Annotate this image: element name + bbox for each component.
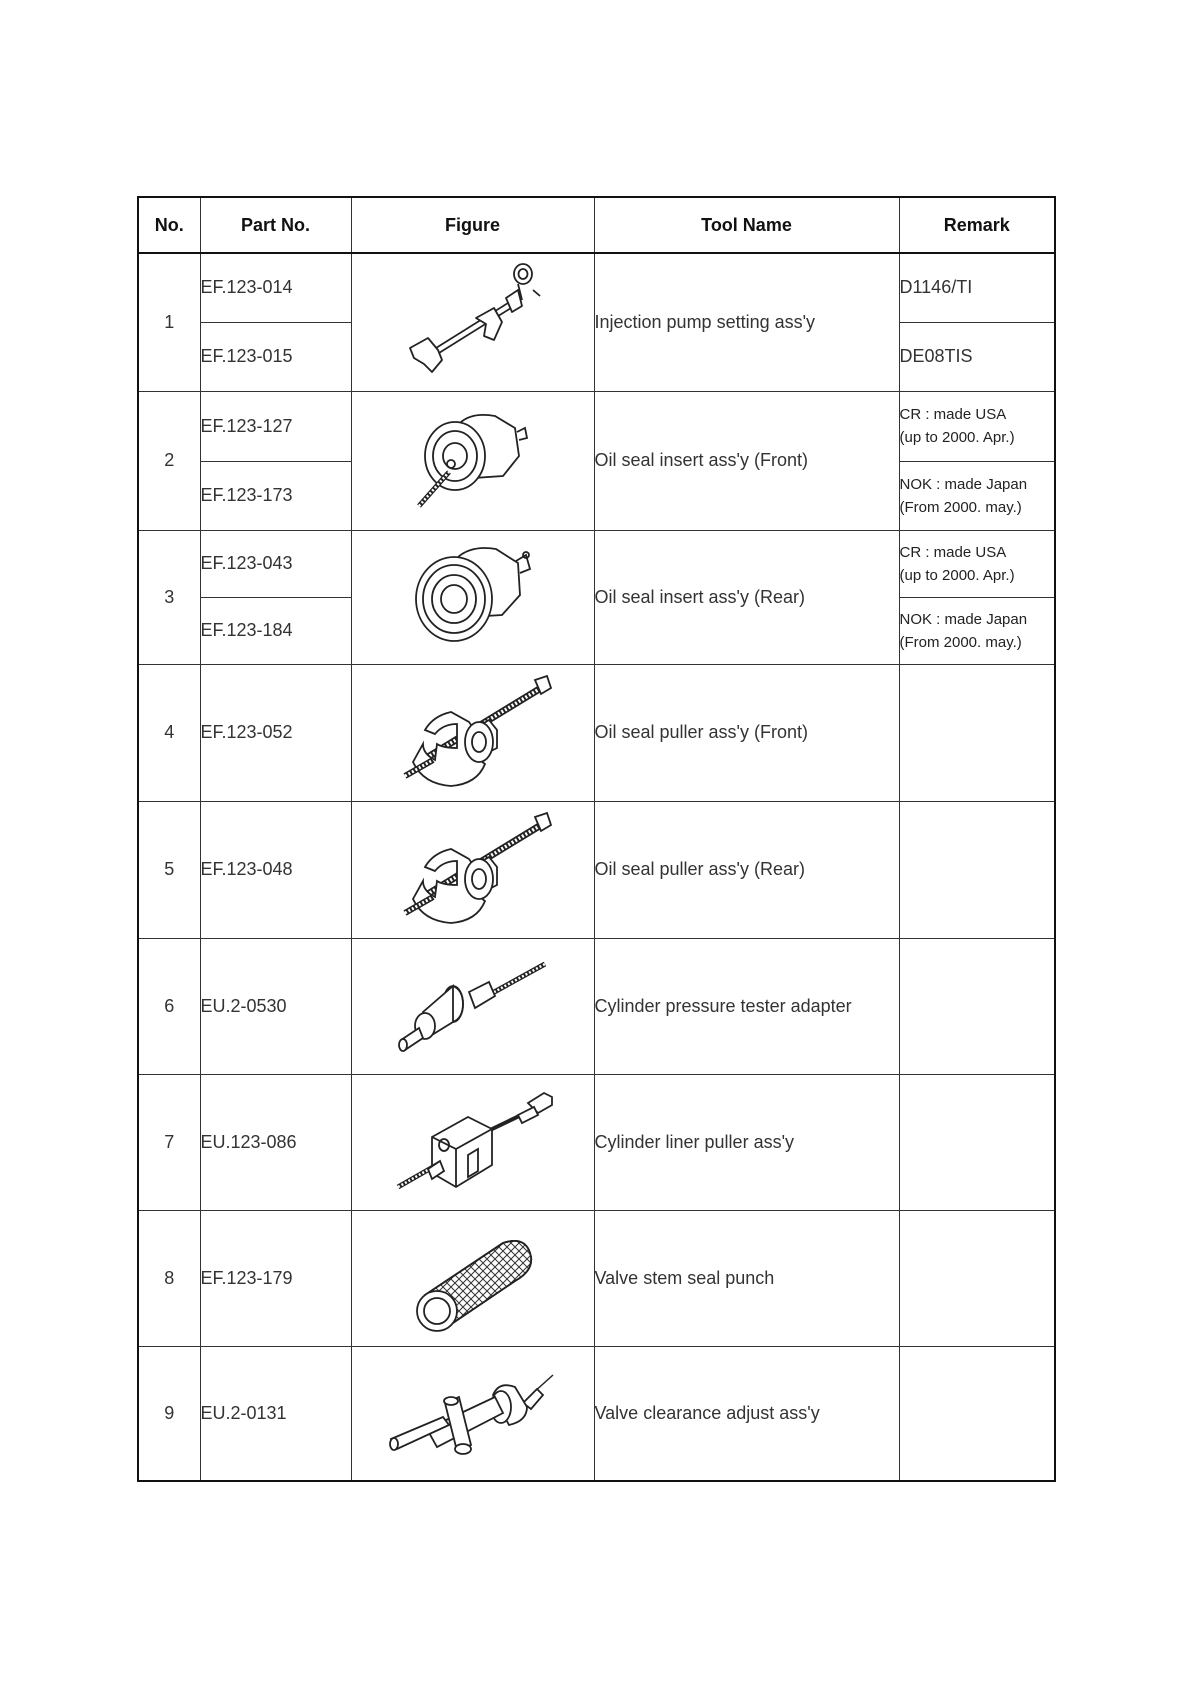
oil-seal-insert-rear-icon xyxy=(408,541,538,653)
part-number: EU.2-0530 xyxy=(200,938,351,1074)
table-row xyxy=(138,1210,1055,1346)
injection-pump-setting-tool-icon xyxy=(398,260,548,385)
tool-name: Injection pump setting ass'y xyxy=(594,253,899,391)
valve-clearance-adjust-icon xyxy=(383,1363,563,1463)
header-row xyxy=(138,197,1055,253)
remark xyxy=(899,530,1055,597)
header-figure: Figure xyxy=(351,197,594,253)
valve-stem-seal-punch-icon xyxy=(403,1223,543,1333)
part-number: EF.123-052 xyxy=(200,664,351,801)
row-number: 6 xyxy=(138,938,200,1074)
remark xyxy=(899,801,1055,938)
table-row xyxy=(138,253,1055,322)
figure-cell xyxy=(351,1074,594,1210)
figure-cell xyxy=(351,938,594,1074)
pressure-tester-adapter-icon xyxy=(393,956,553,1056)
row-number: 1 xyxy=(138,253,200,391)
header-remark: Remark xyxy=(899,197,1055,253)
table-row xyxy=(138,391,1055,461)
figure-cell xyxy=(351,801,594,938)
header-no: No. xyxy=(138,197,200,253)
row-number: 3 xyxy=(138,530,200,664)
part-number: EF.123-043 xyxy=(200,530,351,597)
row-number: 7 xyxy=(138,1074,200,1210)
row-number: 8 xyxy=(138,1210,200,1346)
tool-name: Oil seal puller ass'y (Rear) xyxy=(594,801,899,938)
part-number: EF.123-184 xyxy=(200,597,351,664)
figure-cell xyxy=(351,391,594,530)
figure-cell xyxy=(351,253,594,391)
remark xyxy=(899,1210,1055,1346)
part-number: EF.123-014 xyxy=(200,253,351,322)
oil-seal-puller-icon xyxy=(393,672,553,794)
part-number: EF.123-015 xyxy=(200,322,351,391)
tool-name: Oil seal puller ass'y (Front) xyxy=(594,664,899,801)
tool-name: Cylinder liner puller ass'y xyxy=(594,1074,899,1210)
part-number: EU.123-086 xyxy=(200,1074,351,1210)
figure-cell xyxy=(351,664,594,801)
remark-line: NOK : made Japan xyxy=(899,475,1028,493)
part-number: EF.123-048 xyxy=(200,801,351,938)
oil-seal-puller-icon xyxy=(393,809,553,931)
table-row xyxy=(138,938,1055,1074)
remark xyxy=(899,597,1055,664)
oil-seal-insert-front-icon xyxy=(413,406,533,516)
header-part-no: Part No. xyxy=(200,197,351,253)
table-row xyxy=(138,664,1055,801)
table-row xyxy=(138,1074,1055,1210)
remark xyxy=(899,938,1055,1074)
table-row xyxy=(138,801,1055,938)
remark xyxy=(899,664,1055,801)
remark xyxy=(899,1074,1055,1210)
remark xyxy=(899,1346,1055,1481)
remark-line: CR : made USA xyxy=(899,543,1007,561)
special-tools-table xyxy=(137,196,1056,1482)
figure-cell xyxy=(351,1346,594,1481)
part-number: EU.2-0131 xyxy=(200,1346,351,1481)
header-tool-name: Tool Name xyxy=(594,197,899,253)
remark-line: NOK : made Japan xyxy=(899,610,1028,628)
figure-cell xyxy=(351,1210,594,1346)
liner-puller-icon xyxy=(388,1087,558,1197)
tool-name: Valve clearance adjust ass'y xyxy=(594,1346,899,1481)
remark xyxy=(899,391,1055,461)
row-number: 2 xyxy=(138,391,200,530)
remark-line: (From 2000. may.) xyxy=(899,633,1022,651)
remark-line: (up to 2000. Apr.) xyxy=(899,429,1015,446)
remark-line: (up to 2000. Apr.) xyxy=(899,566,1015,584)
figure-cell xyxy=(351,530,594,664)
table-row xyxy=(138,530,1055,597)
remark: D1146/TI xyxy=(899,253,1055,322)
part-number: EF.123-173 xyxy=(200,461,351,530)
remark-line: CR : made USA xyxy=(899,406,1007,423)
tool-name: Valve stem seal punch xyxy=(594,1210,899,1346)
part-number: EF.123-127 xyxy=(200,391,351,461)
row-number: 9 xyxy=(138,1346,200,1481)
remark: DE08TIS xyxy=(899,322,1055,391)
remark-line: (From 2000. may.) xyxy=(899,498,1022,516)
table-row xyxy=(138,1346,1055,1481)
remark xyxy=(899,461,1055,530)
tool-name: Oil seal insert ass'y (Front) xyxy=(594,391,899,530)
tool-name: Cylinder pressure tester adapter xyxy=(594,938,899,1074)
part-number: EF.123-179 xyxy=(200,1210,351,1346)
row-number: 4 xyxy=(138,664,200,801)
row-number: 5 xyxy=(138,801,200,938)
tool-name: Oil seal insert ass'y (Rear) xyxy=(594,530,899,664)
